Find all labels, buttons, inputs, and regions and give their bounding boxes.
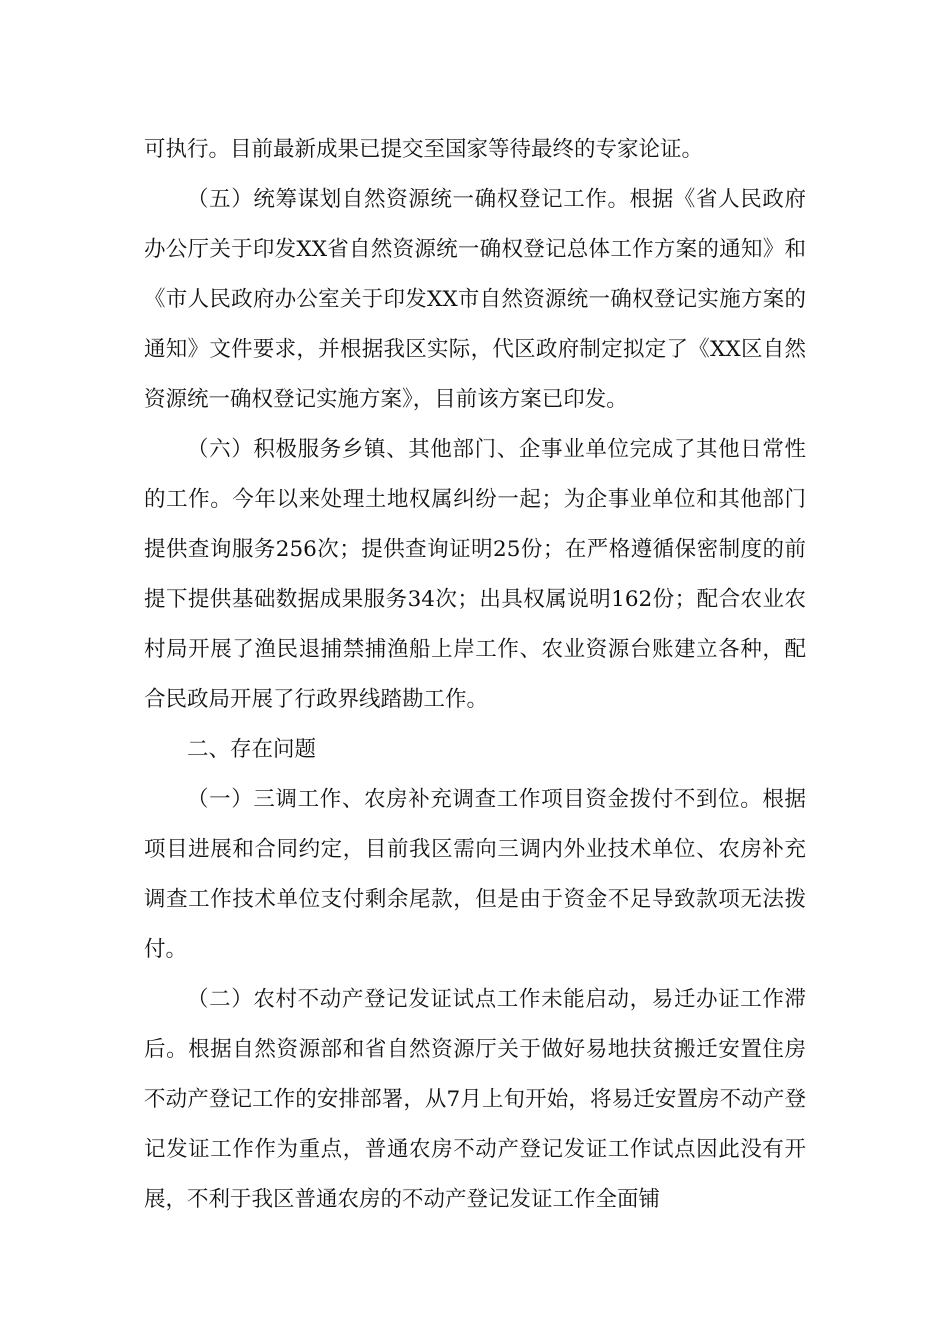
paragraph-problem-2: （二）农村不动产登记发证试点工作未能启动，易迁办证工作滞后。根据自然资源部和省自然资源厅关于做好易地扶贫搬迁安置住房不动产登记工作的安排部署，从7月上旬开始，将易迁安置房不动产登记发证工作作为重点，普通农房不动产登记发证工作试点因此没有开展，不利于我区普通农房的不动产登记发证工作全面铺 bbox=[144, 987, 806, 1212]
heading-existing-problems: 二、存在问题 bbox=[187, 737, 317, 762]
paragraph-problem-1: （一）三调工作、农房补充调查工作项目资金拨付不到位。根据项目进展和合同约定，目前我区需向三调内外业技术单位、农房补充调查工作技术单位支付剩余尾款，但是由于资金不足导致款项无法拨付。 bbox=[144, 787, 806, 962]
paragraph-section-5: （五）统筹谋划自然资源统一确权登记工作。根据《省人民政府办公厅关于印发XX省自然资源统一确权登记总体工作方案的通知》和《市人民政府办公室关于印发XX市自然资源统一确权登记实施方案的通知》文件要求，并根据我区实际，代区政府制定拟定了《XX区自然资源统一确权登记实施方案》，目前该方案已印发。 bbox=[144, 187, 806, 412]
document-page bbox=[144, 125, 806, 1225]
paragraph-continuation: 可执行。目前最新成果已提交至国家等待最终的专家论证。 bbox=[144, 137, 704, 162]
paragraph-section-6: （六）积极服务乡镇、其他部门、企事业单位完成了其他日常性的工作。今年以来处理土地权属纠纷一起；为企事业单位和其他部门提供查询服务256次；提供查询证明25份；在严格遵循保密制度的前提下提供基础数据成果服务34次；出具权属说明162份；配合农业农村局开展了渔民退捕禁捕渔船上岸工作、农业资源台账建立各种，配合民政局开展了行政界线踏勘工作。 bbox=[144, 437, 806, 712]
